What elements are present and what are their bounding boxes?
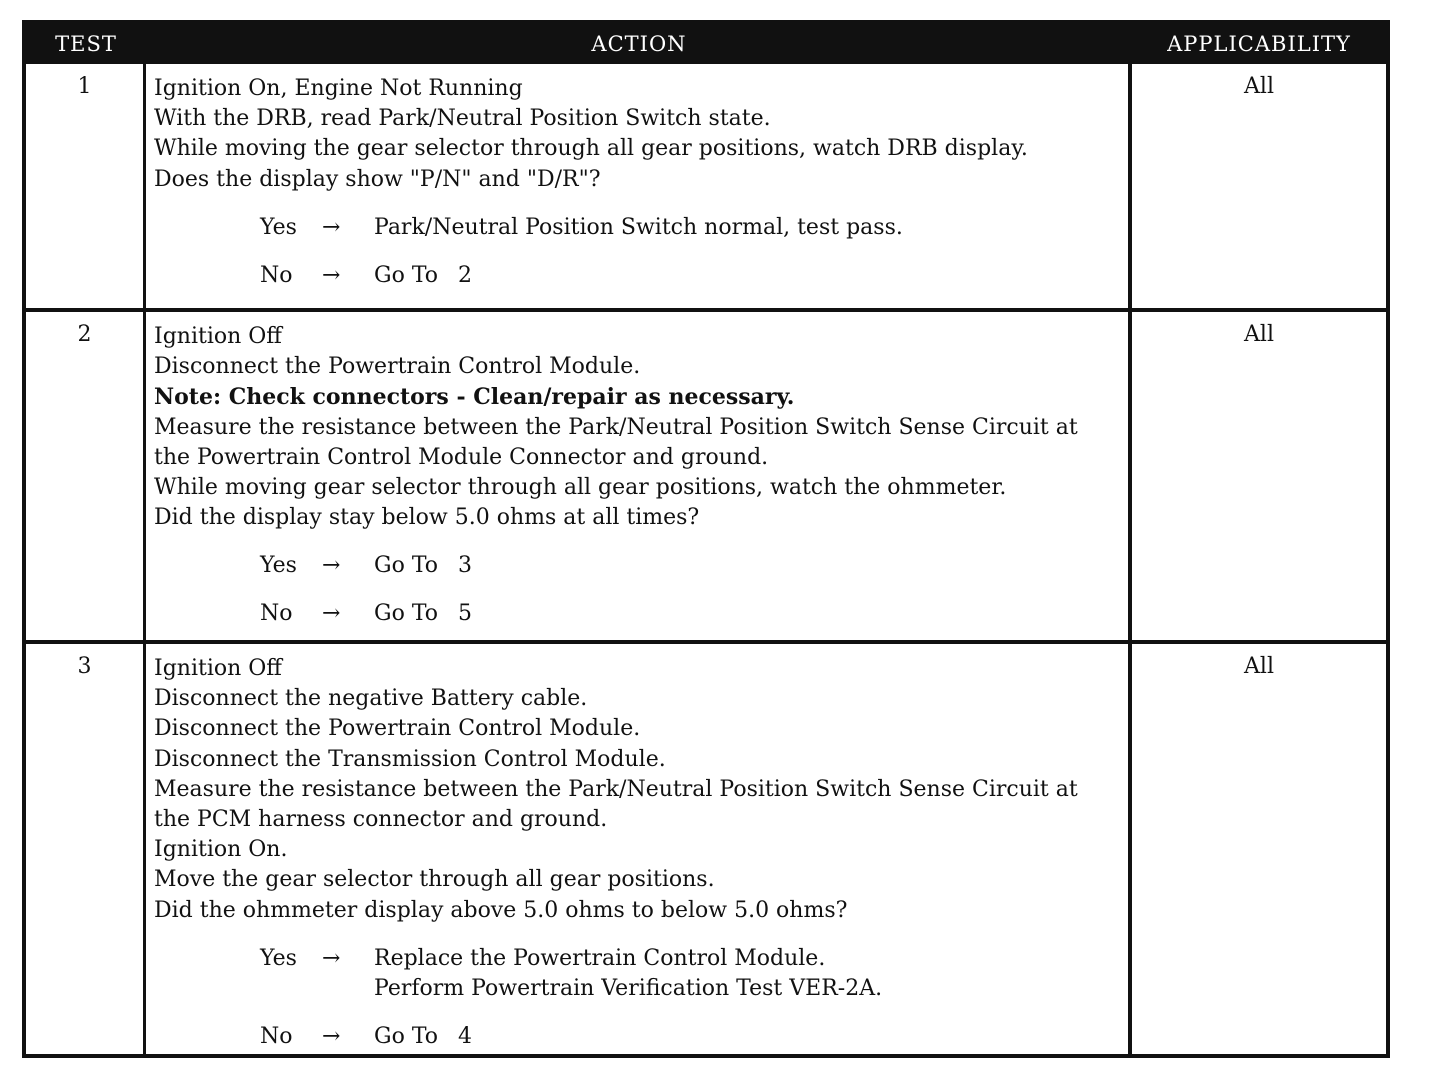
table-row bbox=[26, 64, 1386, 308]
action-line: the PCM harness connector and ground. bbox=[154, 807, 608, 833]
action-cell bbox=[146, 312, 1132, 640]
action-line: Ignition On, Engine Not Running bbox=[154, 76, 523, 101]
header-test: TEST bbox=[55, 32, 117, 56]
arrow-right-icon: → bbox=[322, 262, 341, 288]
action-line: Measure the resistance between the Park/Neutral Position Switch Sense Circuit at bbox=[154, 414, 1078, 440]
action-line: Did the ohmmeter display above 5.0 ohms to below 5.0 ohms? bbox=[154, 897, 848, 923]
goto-text: Go To bbox=[374, 553, 439, 579]
yes-label: Yes bbox=[260, 945, 297, 971]
yes-result bbox=[374, 213, 903, 243]
arrow-right-icon: → bbox=[322, 553, 341, 579]
yes-result-text-2: Perform Powertrain Verification Test VER-2A. bbox=[374, 975, 883, 1001]
yes-result-text: Park/Neutral Position Switch normal, test pass. bbox=[374, 214, 903, 240]
goto-number: 2 bbox=[458, 262, 473, 288]
goto-line bbox=[374, 1022, 472, 1052]
goto-line bbox=[374, 599, 472, 629]
goto-line bbox=[374, 261, 472, 291]
goto-number: 3 bbox=[458, 553, 473, 579]
no-outcome bbox=[260, 261, 1122, 291]
yes-outcome bbox=[260, 551, 1122, 581]
yes-label: Yes bbox=[260, 553, 297, 579]
action-line: Ignition Off bbox=[154, 656, 282, 681]
arrow-right-icon: → bbox=[322, 214, 341, 240]
goto-text: Go To bbox=[374, 601, 439, 627]
diagnostic-test-table bbox=[22, 20, 1390, 1058]
test-number: 1 bbox=[26, 64, 146, 308]
table-row bbox=[26, 308, 1386, 640]
action-line: Ignition Off bbox=[154, 324, 282, 349]
applicability-value: All bbox=[1244, 74, 1274, 99]
action-line: Disconnect the Transmission Control Module. bbox=[154, 746, 666, 772]
no-label: No bbox=[260, 601, 293, 627]
table-row bbox=[26, 640, 1386, 1054]
arrow-right-icon: → bbox=[322, 1023, 341, 1049]
no-label: No bbox=[260, 262, 293, 288]
yes-outcome bbox=[260, 944, 1122, 1004]
goto-text: Go To bbox=[374, 262, 439, 288]
action-line: With the DRB, read Park/Neutral Position Switch state. bbox=[154, 106, 771, 132]
applicability-value: All bbox=[1244, 654, 1274, 679]
action-line: Disconnect the Powertrain Control Module. bbox=[154, 716, 641, 742]
goto-number: 5 bbox=[458, 601, 473, 627]
action-line: Move the gear selector through all gear positions. bbox=[154, 867, 715, 893]
action-line: Does the display show "P/N" and "D/R"? bbox=[154, 166, 601, 192]
goto-number: 4 bbox=[458, 1023, 473, 1049]
no-result bbox=[374, 599, 472, 629]
applicability-value: All bbox=[1244, 322, 1274, 347]
action-line: the Powertrain Control Module Connector and ground. bbox=[154, 444, 769, 470]
table-header bbox=[26, 24, 1386, 64]
no-label: No bbox=[260, 1023, 293, 1049]
action-cell bbox=[146, 644, 1132, 1054]
header-applicability: APPLICABILITY bbox=[1167, 32, 1351, 56]
no-result bbox=[374, 261, 472, 291]
goto-line bbox=[374, 551, 472, 581]
yes-result bbox=[374, 551, 472, 581]
test-number: 2 bbox=[26, 312, 146, 640]
goto-text: Go To bbox=[374, 1023, 439, 1049]
yes-label: Yes bbox=[260, 214, 297, 240]
action-line: Disconnect the negative Battery cable. bbox=[154, 686, 588, 712]
no-outcome bbox=[260, 1022, 1122, 1052]
arrow-right-icon: → bbox=[322, 945, 341, 971]
action-line: While moving the gear selector through all gear positions, watch DRB display. bbox=[154, 136, 1028, 162]
yes-result-text: Replace the Powertrain Control Module. bbox=[374, 945, 826, 971]
arrow-right-icon: → bbox=[322, 601, 341, 627]
action-line: Ignition On. bbox=[154, 837, 288, 863]
action-line: While moving gear selector through all gear positions, watch the ohmmeter. bbox=[154, 475, 1007, 501]
no-outcome bbox=[260, 599, 1122, 629]
yes-outcome bbox=[260, 213, 1122, 243]
no-result bbox=[374, 1022, 472, 1052]
action-line: Did the display stay below 5.0 ohms at all times? bbox=[154, 505, 700, 531]
action-cell bbox=[146, 64, 1132, 308]
note-line: Note: Check connectors - Clean/repair as necessary. bbox=[154, 384, 795, 411]
test-number: 3 bbox=[26, 644, 146, 1054]
header-action: ACTION bbox=[591, 32, 687, 56]
action-line: Measure the resistance between the Park/Neutral Position Switch Sense Circuit at bbox=[154, 776, 1078, 802]
action-line: Disconnect the Powertrain Control Module. bbox=[154, 354, 641, 380]
yes-result bbox=[374, 944, 882, 1004]
